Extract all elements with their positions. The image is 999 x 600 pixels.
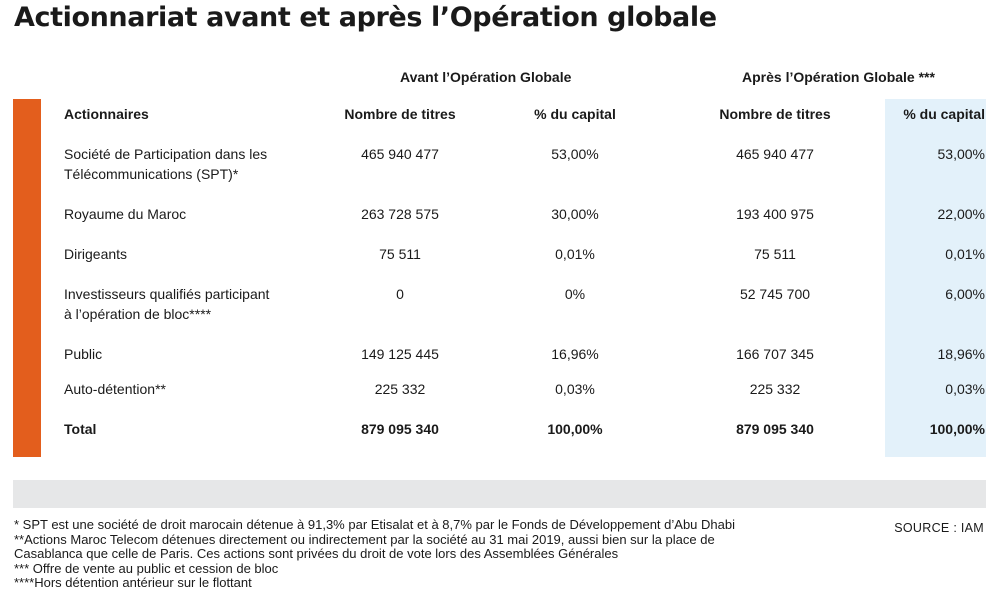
cell-avant-capital: 0,01% <box>555 246 595 262</box>
header-avant-capital: % du capital <box>534 106 616 122</box>
header-actionnaires: Actionnaires <box>64 106 149 122</box>
accent-bar <box>13 99 41 457</box>
cell-avant-nombre: 263 728 575 <box>361 206 439 222</box>
row-name-line1: Société de Participation dans les <box>64 146 268 162</box>
cell-avant-capital: 0,03% <box>555 381 595 397</box>
total-avant-capital: 100,00% <box>547 421 603 437</box>
total-apres-nombre: 879 095 340 <box>736 421 814 437</box>
cell-avant-nombre: 225 332 <box>374 381 426 397</box>
cell-avant-capital: 0% <box>564 286 586 302</box>
cell-apres-capital: 18,96% <box>937 346 985 362</box>
footnote: ****Hors détention antérieur sur le flottant <box>14 575 252 590</box>
footnote: **Actions Maroc Telecom détenues directement ou indirectement par la société au 31 mai 2019, aussi bien sur la place de <box>14 531 715 547</box>
row-name <box>64 284 269 324</box>
cell-apres-capital: 0,01% <box>945 246 985 262</box>
source-credit: SOURCE : IAM <box>894 521 984 535</box>
cell-apres-capital: 22,00% <box>937 206 985 222</box>
footnote: *** Offre de vente au public et cession de bloc <box>14 560 279 576</box>
cell-apres-nombre: 52 745 700 <box>739 286 811 302</box>
header-avant-nombre: Nombre de titres <box>344 106 456 122</box>
cell-avant-capital: 30,00% <box>551 206 599 222</box>
cell-avant-capital: 53,00% <box>551 146 599 162</box>
header-apres-nombre: Nombre de titres <box>719 106 831 122</box>
cell-apres-nombre: 225 332 <box>749 381 801 397</box>
cell-avant-nombre: 149 125 445 <box>361 346 439 362</box>
row-name-line2: à l’opération de bloc**** <box>64 306 212 322</box>
row-name: Auto-détention** <box>64 381 166 397</box>
row-name: Dirigeants <box>64 246 128 262</box>
cell-apres-nombre: 75 511 <box>754 246 796 262</box>
cell-apres-capital: 0,03% <box>945 381 985 397</box>
row-name: Public <box>64 346 103 362</box>
cell-apres-capital: 53,00% <box>937 146 985 162</box>
divider-band <box>13 480 986 508</box>
group-header-apres: Après l’Opération Globale *** <box>742 69 935 85</box>
cell-avant-nombre: 75 511 <box>379 246 421 262</box>
row-name: Royaume du Maroc <box>64 206 187 222</box>
footnote: Casablanca que celle de Paris. Ces actions sont privées du droit de vote lors des Assemblées Générales <box>14 546 619 561</box>
group-header-avant: Avant l’Opération Globale <box>400 69 572 85</box>
cell-avant-capital: 16,96% <box>551 346 599 362</box>
footnotes <box>14 518 735 591</box>
cell-apres-nombre: 166 707 345 <box>736 346 814 362</box>
row-name <box>64 144 267 184</box>
total-avant-nombre: 879 095 340 <box>361 421 439 437</box>
cell-avant-nombre: 0 <box>396 286 404 302</box>
row-name-line2: Télécommunications (SPT)* <box>64 166 239 182</box>
total-apres-capital: 100,00% <box>929 421 985 437</box>
total-label: Total <box>64 421 97 437</box>
row-name-line1: Investisseurs qualifiés participant <box>64 286 270 302</box>
cell-avant-nombre: 465 940 477 <box>361 146 439 162</box>
cell-apres-nombre: 193 400 975 <box>736 206 814 222</box>
footnote: * SPT est une société de droit marocain détenue à 91,3% par Etisalat et à 8,7% par le Fonds de Développement d’Abu Dhabi <box>14 517 735 532</box>
header-apres-capital: % du capital <box>903 106 985 122</box>
page-title: Actionnariat avant et après l’Opération globale <box>14 2 717 33</box>
cell-apres-capital: 6,00% <box>945 286 985 302</box>
cell-apres-nombre: 465 940 477 <box>736 146 814 162</box>
